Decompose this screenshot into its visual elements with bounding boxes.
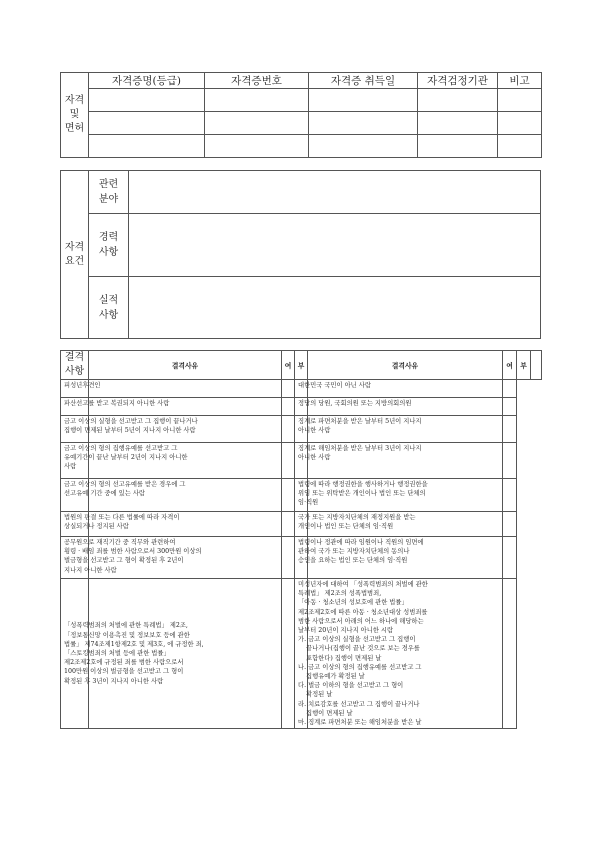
header-cert-date: 자격증 취득일 xyxy=(309,73,418,89)
left-no-checkbox[interactable] xyxy=(282,512,295,537)
right-reason-cell xyxy=(295,579,428,729)
left-reason-line: 파산선고를 받고 복권되지 아니한 사람 xyxy=(64,400,170,407)
left-no-checkbox[interactable] xyxy=(282,537,295,579)
disqualification-row xyxy=(61,380,542,398)
right-reason-line: 나. 금고 이상의 형의 집행유예를 선고받고 그 xyxy=(298,663,422,671)
right-reason-line: 특례법」 제2조의 성폭법범죄, xyxy=(298,590,382,598)
no-header-right: 부 xyxy=(517,351,531,380)
cert-name-field[interactable] xyxy=(89,112,205,135)
header-remarks: 비고 xyxy=(498,73,542,89)
disqualification-row xyxy=(61,479,542,512)
left-reason-line: 횡령 · 배임 죄를 범한 사람으로서 300만원 이상의 xyxy=(64,548,202,556)
remarks-field[interactable] xyxy=(498,89,542,112)
right-reason-line: 개인이나 법인 또는 단체의 임·직원 xyxy=(298,523,394,531)
left-reason-line: 유예기간이 끝난 날부터 2년이 지나지 아니한 xyxy=(64,454,188,462)
right-no-checkbox[interactable] xyxy=(503,479,517,512)
disqualification-row xyxy=(61,537,542,579)
license-row xyxy=(61,89,542,112)
cert-agency-field[interactable] xyxy=(418,89,498,112)
left-reason-line: 사람 xyxy=(64,463,77,471)
right-reason-line: 라. 치료감호를 선고받고 그 집행이 끝나거나 xyxy=(298,700,420,708)
right-reason-line: 집행유예가 확정된 날 xyxy=(298,673,365,681)
right-reason-line: 법령에 따라 행정권한을 행사하거나 행정권한을 xyxy=(298,481,428,488)
left-reason-line: 법률」 제74조제1항제2호 및 제3호, 에 규정한 죄, xyxy=(64,640,204,648)
disqualification-row xyxy=(61,398,542,416)
disqualification-side-label: 결격 사항 xyxy=(61,351,89,380)
left-no-checkbox[interactable] xyxy=(282,398,295,416)
right-reason-cell xyxy=(295,512,416,537)
right-reason-line: 미성년자에 대하여 「성폭력범죄의 처벌에 관한 xyxy=(298,581,428,588)
related-field-input[interactable] xyxy=(129,171,541,214)
right-reason-line: 법령이나 정관에 따라 임원이나 직원의 임면에 xyxy=(298,539,424,546)
left-reason-line: 「성폭력범죄의 처벌에 관한 특례법」 제2조, xyxy=(64,622,188,630)
right-reason-line: 범한 사람으로서 아래의 어느 하나에 해당하는 xyxy=(298,617,424,625)
header-cert-number: 자격증번호 xyxy=(205,73,309,89)
left-reason-cell xyxy=(61,398,170,416)
right-reason-line: 징계로 해임처분을 받은 날부터 3년이 지나지 xyxy=(298,445,422,452)
left-no-checkbox[interactable] xyxy=(282,416,295,443)
disqualification-row xyxy=(61,443,542,479)
right-no-checkbox[interactable] xyxy=(503,380,517,398)
right-reason-line: 임·직원 xyxy=(298,499,319,507)
disqualification-table xyxy=(60,350,542,729)
header-cert-name: 자격증명(등급) xyxy=(89,73,205,89)
remarks-field[interactable] xyxy=(498,135,542,158)
left-reason-line: 「정보통신망 이용촉진 및 정보보호 등에 관한 xyxy=(64,631,190,639)
left-reason-line: 상실되거나 정지된 사람 xyxy=(64,523,129,531)
right-no-checkbox[interactable] xyxy=(503,416,517,443)
cert-agency-field[interactable] xyxy=(418,135,498,158)
disqualification-row xyxy=(61,579,542,729)
yes-header-left: 여 xyxy=(282,351,295,380)
left-no-checkbox[interactable] xyxy=(282,380,295,398)
disqualification-row xyxy=(61,416,542,443)
cert-date-field[interactable] xyxy=(309,135,418,158)
cert-name-field[interactable] xyxy=(89,135,205,158)
left-reason-line: 법원의 판결 또는 다른 법률에 따라 자격이 xyxy=(64,514,180,521)
left-reason-cell xyxy=(61,579,204,729)
requirements-table xyxy=(60,170,541,339)
cert-date-field[interactable] xyxy=(309,89,418,112)
left-reason-cell xyxy=(61,479,186,512)
right-reason-line: 아니한 사람 xyxy=(298,427,331,435)
career-input[interactable] xyxy=(129,214,541,277)
left-reason-cell xyxy=(61,416,198,443)
achievements-label: 실적 사항 xyxy=(89,277,129,339)
right-reason-line: 「아동 · 청소년의 성보호에 관한 법률」 xyxy=(298,599,408,607)
achievements-input[interactable] xyxy=(129,277,541,339)
license-side-label: 자격 및 면허 xyxy=(61,73,89,158)
left-reason-line: 금고 이상의 형의 집행유예를 선고받고 그 xyxy=(64,445,178,452)
right-reason-line: 승인을 요하는 법인 또는 단체의 임·직원 xyxy=(298,557,408,565)
disqualification-row xyxy=(61,512,542,537)
right-no-checkbox[interactable] xyxy=(503,537,517,579)
yes-header-right: 여 xyxy=(503,351,517,380)
cert-number-field[interactable] xyxy=(205,112,309,135)
left-reason-cell xyxy=(61,443,188,479)
right-reason-line: 관하여 국가 또는 지방자치단체의 동의나 xyxy=(298,548,410,556)
left-reason-line: 공무원으로 재직기간 중 직무와 관련하여 xyxy=(64,539,176,546)
left-no-checkbox[interactable] xyxy=(282,443,295,479)
left-reason-line: 선고유예 기간 중에 있는 사람 xyxy=(64,490,145,498)
left-reason-cell xyxy=(61,380,101,398)
right-reason-cell xyxy=(295,479,428,512)
reason-header-left: 결격사유 xyxy=(89,351,282,380)
right-reason-line: 다. 벌금 이하의 형을 선고받고 그 형이 xyxy=(298,682,404,690)
right-no-checkbox[interactable] xyxy=(503,512,517,537)
cert-number-field[interactable] xyxy=(205,89,309,112)
right-reason-line: 끝나거나(집행이 끝난 것으로 보는 경우를 xyxy=(298,645,420,653)
left-yes-checkbox[interactable] xyxy=(89,380,282,398)
left-reason-line: 「스토킹범죄의 처벌 등에 관한 법률」 xyxy=(64,650,170,658)
license-table xyxy=(60,72,542,158)
left-reason-line: 벌금형을 선고받고 그 형이 확정된 후 2년이 xyxy=(64,557,184,565)
cert-name-field[interactable] xyxy=(89,89,205,112)
right-reason-line: 정당의 당원, 국회의원 또는 지방의회의원 xyxy=(298,400,412,407)
left-reason-line: 제2조제2호에 규정된 죄를 범한 사람으로서 xyxy=(64,659,184,667)
related-field-label: 관련 분야 xyxy=(89,171,129,214)
right-reason-line: 날부터 20년이 지나지 아니한 시람 xyxy=(298,627,394,635)
right-reason-line: 가. 금고 이상의 실형을 선고받고 그 집행이 xyxy=(298,636,416,644)
license-row xyxy=(61,135,542,158)
right-no-checkbox[interactable] xyxy=(503,579,517,729)
left-reason-line: 확정된 후 3년이 지나지 아니한 사람 xyxy=(64,677,164,685)
right-reason-cell xyxy=(295,398,412,416)
right-reason-line: 마. 징계로 파면처분 또는 해임처분을 받은 날 xyxy=(298,719,422,727)
right-reason-line: 위임 또는 위탁받은 개인이나 법인 또는 단체의 xyxy=(298,490,426,498)
right-reason-line: 국가 또는 지방자치단체의 재정지원을 받는 xyxy=(298,514,416,521)
right-reason-line: 집행이 면제된 날 xyxy=(298,709,353,717)
right-reason-line: 아니한 사람 xyxy=(298,454,331,462)
left-no-checkbox[interactable] xyxy=(282,479,295,512)
no-header-left: 부 xyxy=(295,351,308,380)
left-reason-line: 지나지 아니한 사람 xyxy=(64,566,117,574)
requirements-side-label: 자격 요건 xyxy=(61,171,89,339)
career-label: 경력 사항 xyxy=(89,214,129,277)
left-reason-cell xyxy=(61,537,202,579)
right-reason-line: 제2조제2호에 따른 아동 · 청소년대상 성범죄를 xyxy=(298,608,428,616)
right-reason-line: 확정된 날 xyxy=(298,691,333,699)
right-reason-cell xyxy=(295,537,424,579)
right-margin-cell xyxy=(531,351,542,380)
right-reason-cell xyxy=(295,380,371,398)
left-reason-line: 금고 이상의 형의 선고유예를 받은 경우에 그 xyxy=(64,481,186,488)
left-reason-line: 피성년후견인 xyxy=(64,382,101,389)
left-reason-line: 금고 이상의 실형을 선고받고 그 집행이 끝나거나 xyxy=(64,418,198,425)
left-reason-line: 집행이 면제된 날부터 5년이 지나지 아니한 사람 xyxy=(64,427,196,435)
left-reason-cell xyxy=(61,512,180,537)
cert-date-field[interactable] xyxy=(309,112,418,135)
cert-number-field[interactable] xyxy=(205,135,309,158)
remarks-field[interactable] xyxy=(498,112,542,135)
license-row xyxy=(61,112,542,135)
header-cert-agency: 자격검정기관 xyxy=(418,73,498,89)
right-reason-line: 포함한다) 집행이 면제된 날 xyxy=(298,654,382,662)
right-reason-cell xyxy=(295,443,422,479)
reason-header-right: 결격사유 xyxy=(308,351,503,380)
left-reason-line: 100만원 이상의 벌금형을 선고받고 그 형이 xyxy=(64,668,184,676)
cert-agency-field[interactable] xyxy=(418,112,498,135)
right-no-checkbox[interactable] xyxy=(503,443,517,479)
right-reason-cell xyxy=(295,416,422,443)
right-no-checkbox[interactable] xyxy=(503,398,517,416)
right-reason-line: 징계로 파면처분을 받은 날부터 5년이 지나지 xyxy=(298,418,422,425)
left-no-checkbox[interactable] xyxy=(282,579,295,729)
right-reason-line: 대한민국 국민이 아닌 사람 xyxy=(298,382,371,389)
